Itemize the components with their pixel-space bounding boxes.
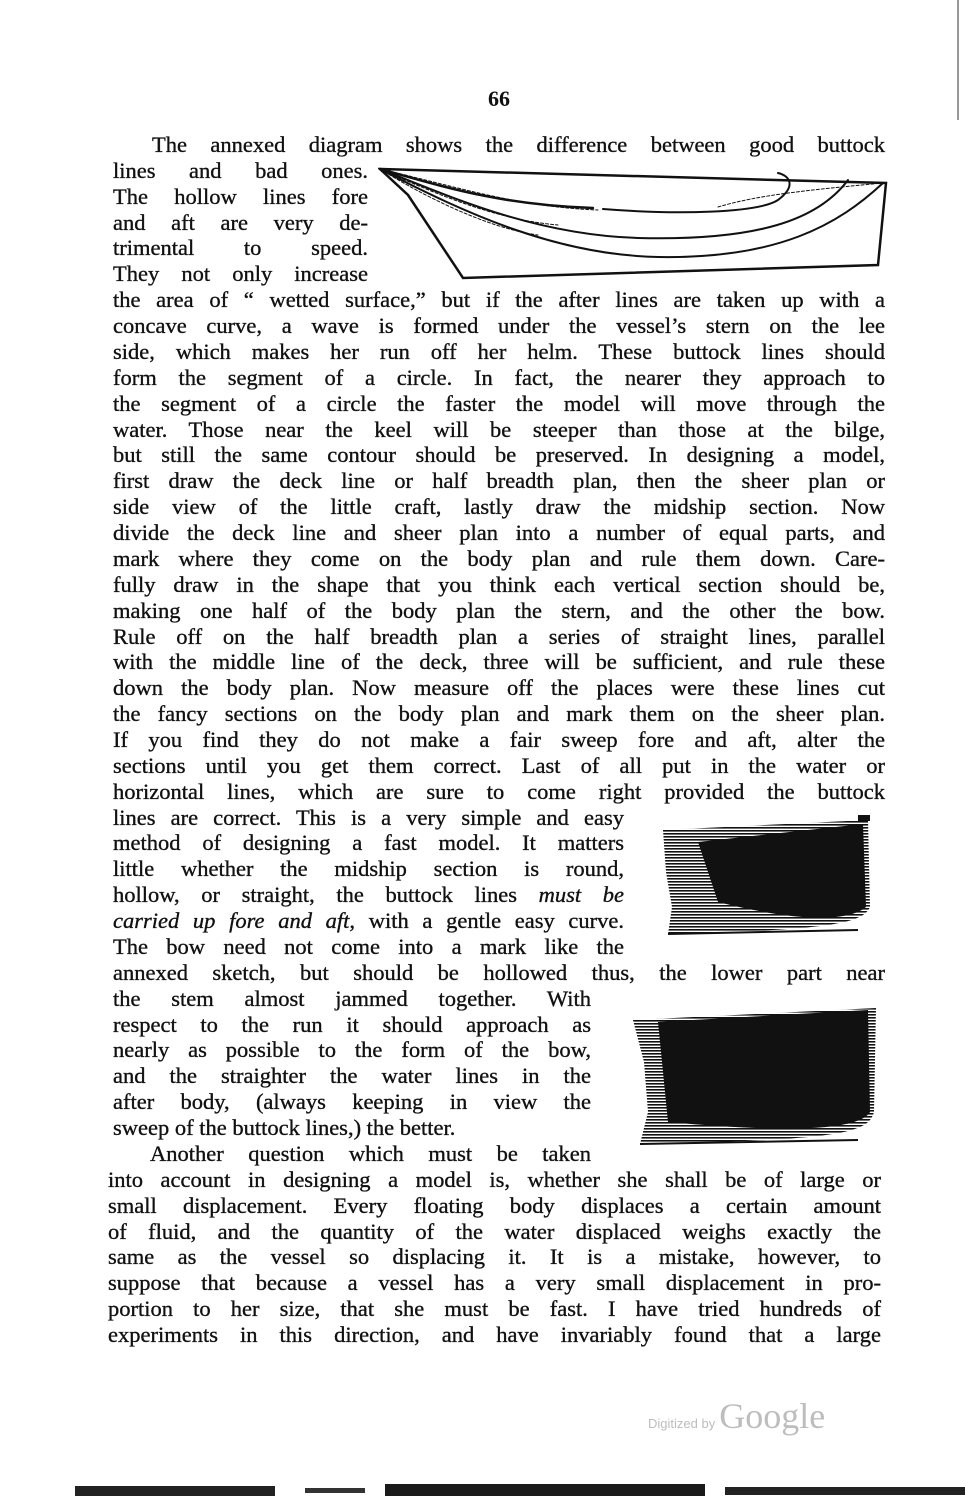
text-line	[108, 1167, 881, 1193]
text-line	[113, 572, 885, 598]
text-segment: water. Those near the keel will be steeper than those at the bilge,	[113, 416, 885, 442]
text-line	[108, 1193, 881, 1219]
text-segment: experiments in this direction, and have invariably found that a large	[108, 1322, 881, 1348]
text-line	[113, 494, 885, 520]
text-segment: the segment of a circle the faster the model will move through the	[113, 390, 885, 416]
text-line	[113, 261, 368, 287]
text-segment: hollow, or straight, the buttock lines	[113, 882, 539, 908]
text-segment: small displacement. Every floating body displaces a certain amount	[108, 1192, 881, 1218]
text-line	[113, 701, 885, 727]
text-line	[113, 339, 885, 365]
text-segment: The hollow lines fore	[113, 183, 368, 209]
text-segment: suppose that because a vessel has a very small displacement in pro-	[108, 1270, 881, 1296]
text-segment: lines are correct. This is a very simple and easy	[113, 804, 624, 830]
text-segment: portion to her size, that she must be fast. I have tried hundreds of	[108, 1296, 881, 1322]
italic-text: carried up fore and aft,	[113, 908, 356, 934]
italic-text: must be	[538, 882, 624, 908]
text-segment: The annexed diagram shows the difference between good buttock	[152, 132, 885, 157]
text-segment: divide the deck line and sheer plan into a number of equal parts, and	[113, 520, 885, 546]
text-line	[113, 960, 885, 986]
text-line	[108, 1322, 881, 1348]
text-segment: fully draw in the shape that you think each vertical section should be,	[113, 571, 885, 597]
text-segment: lines and bad ones.	[113, 157, 368, 183]
text-line	[113, 727, 885, 753]
text-segment: The bow need not come into a mark like the	[113, 933, 624, 959]
text-line	[113, 1012, 591, 1038]
text-segment: first draw the deck line or half breadth plan, then the sheer plan or	[113, 468, 885, 494]
text-segment: Another question which must be taken	[150, 1140, 591, 1166]
text-line	[113, 210, 368, 236]
scan-edge-noise	[75, 1478, 965, 1500]
text-segment: Rule off on the half breadth plan a series of straight lines, parallel	[113, 623, 885, 649]
text-segment: nearly as possible to the form of the bow,	[113, 1037, 591, 1063]
text-line	[113, 830, 624, 856]
text-segment: side, which makes her run off her helm. These buttock lines should	[113, 338, 885, 364]
text-segment: mark where they come on the body plan and rule them down. Care-	[113, 545, 885, 571]
text-line	[113, 158, 368, 184]
text-segment: concave curve, a wave is formed under the vessel’s stern on the lee	[113, 313, 885, 339]
text-segment: respect to the run it should approach as	[113, 1011, 591, 1037]
text-line	[113, 365, 885, 391]
text-segment: into account in designing a model is, whether she shall be of large or	[108, 1166, 881, 1192]
page-edge	[957, 0, 959, 120]
text-segment: form the segment of a circle. In fact, the nearer they approach to	[113, 364, 885, 390]
watermark-prefix: Digitized by	[648, 1416, 716, 1431]
text-line	[113, 442, 885, 468]
text-line	[150, 1141, 591, 1167]
text-segment: the fancy sections on the body plan and mark them on the sheer plan.	[113, 701, 885, 727]
text-segment: making one half of the body plan the stern, and the other the bow.	[113, 597, 885, 623]
text-line	[113, 934, 624, 960]
text-segment: with the middle line of the deck, three will be sufficient, and rule these	[113, 649, 885, 675]
text-line	[113, 468, 885, 494]
text-line	[113, 417, 885, 443]
text-segment: sections until you get them correct. Last of all put in the water or	[113, 752, 885, 778]
text-line	[113, 1063, 591, 1089]
text-segment: after body, (always keeping in view the	[113, 1089, 591, 1115]
text-segment: method of designing a fast model. It matters	[113, 830, 624, 856]
text-line	[113, 908, 624, 934]
text-line	[113, 287, 885, 313]
text-line	[113, 675, 885, 701]
text-line	[113, 520, 885, 546]
text-line	[113, 546, 885, 572]
text-line	[113, 649, 885, 675]
text-segment: the area of “ wetted surface,” but if the after lines are taken up with a	[113, 287, 885, 313]
text-segment: down the body plan. Now measure off the places were these lines cut	[113, 675, 885, 701]
text-line	[113, 805, 624, 831]
text-line	[113, 1089, 591, 1115]
text-segment: little whether the midship section is round,	[113, 856, 624, 882]
text-line	[113, 624, 885, 650]
text-segment: same as the vessel so displacing it. It is a mistake, however, to	[108, 1244, 881, 1270]
text-line	[113, 882, 624, 908]
text-segment: and the straighter the water lines in the	[113, 1063, 591, 1089]
text-segment: They not only increase	[113, 261, 368, 287]
text-segment: the stem almost jammed together. With	[113, 985, 591, 1011]
text-line	[113, 856, 624, 882]
text-line	[108, 1270, 881, 1296]
text-line	[113, 986, 591, 1012]
text-segment: with a gentle easy curve.	[355, 908, 624, 934]
text-line	[113, 184, 368, 210]
buttock-lines-diagram	[378, 165, 893, 285]
text-line	[152, 132, 885, 158]
digitized-by-google-watermark	[648, 1395, 825, 1437]
watermark-brand: Google	[719, 1396, 826, 1436]
text-segment: but still the same contour should be preserved. In designing a model,	[113, 442, 885, 468]
text-segment: annexed sketch, but should be hollowed thus, the lower part near	[113, 959, 885, 985]
text-segment: of fluid, and the quantity of the water displaced weighs exactly the	[108, 1218, 881, 1244]
text-line	[113, 753, 885, 779]
page-number: 66	[488, 86, 510, 111]
text-segment: side view of the little craft, lastly draw the midship section. Now	[113, 494, 885, 520]
text-line	[113, 235, 368, 261]
bow-sketch	[658, 812, 878, 944]
text-line	[108, 1219, 881, 1245]
text-line	[113, 391, 885, 417]
text-line	[113, 313, 885, 339]
run-sketch	[628, 1002, 883, 1150]
text-line	[108, 1244, 881, 1270]
text-line	[113, 779, 885, 805]
text-segment: horizontal lines, which are sure to come right provided the buttock	[113, 778, 885, 804]
text-segment: trimental to speed.	[113, 235, 368, 261]
text-line	[108, 1296, 881, 1322]
text-segment: and aft are very de-	[113, 209, 368, 235]
text-segment: sweep of the buttock lines,) the better.	[113, 1115, 456, 1141]
text-line	[113, 1115, 591, 1141]
text-line	[113, 598, 885, 624]
text-segment: If you find they do not make a fair sweep fore and aft, alter the	[113, 727, 885, 752]
text-line	[113, 1037, 591, 1063]
